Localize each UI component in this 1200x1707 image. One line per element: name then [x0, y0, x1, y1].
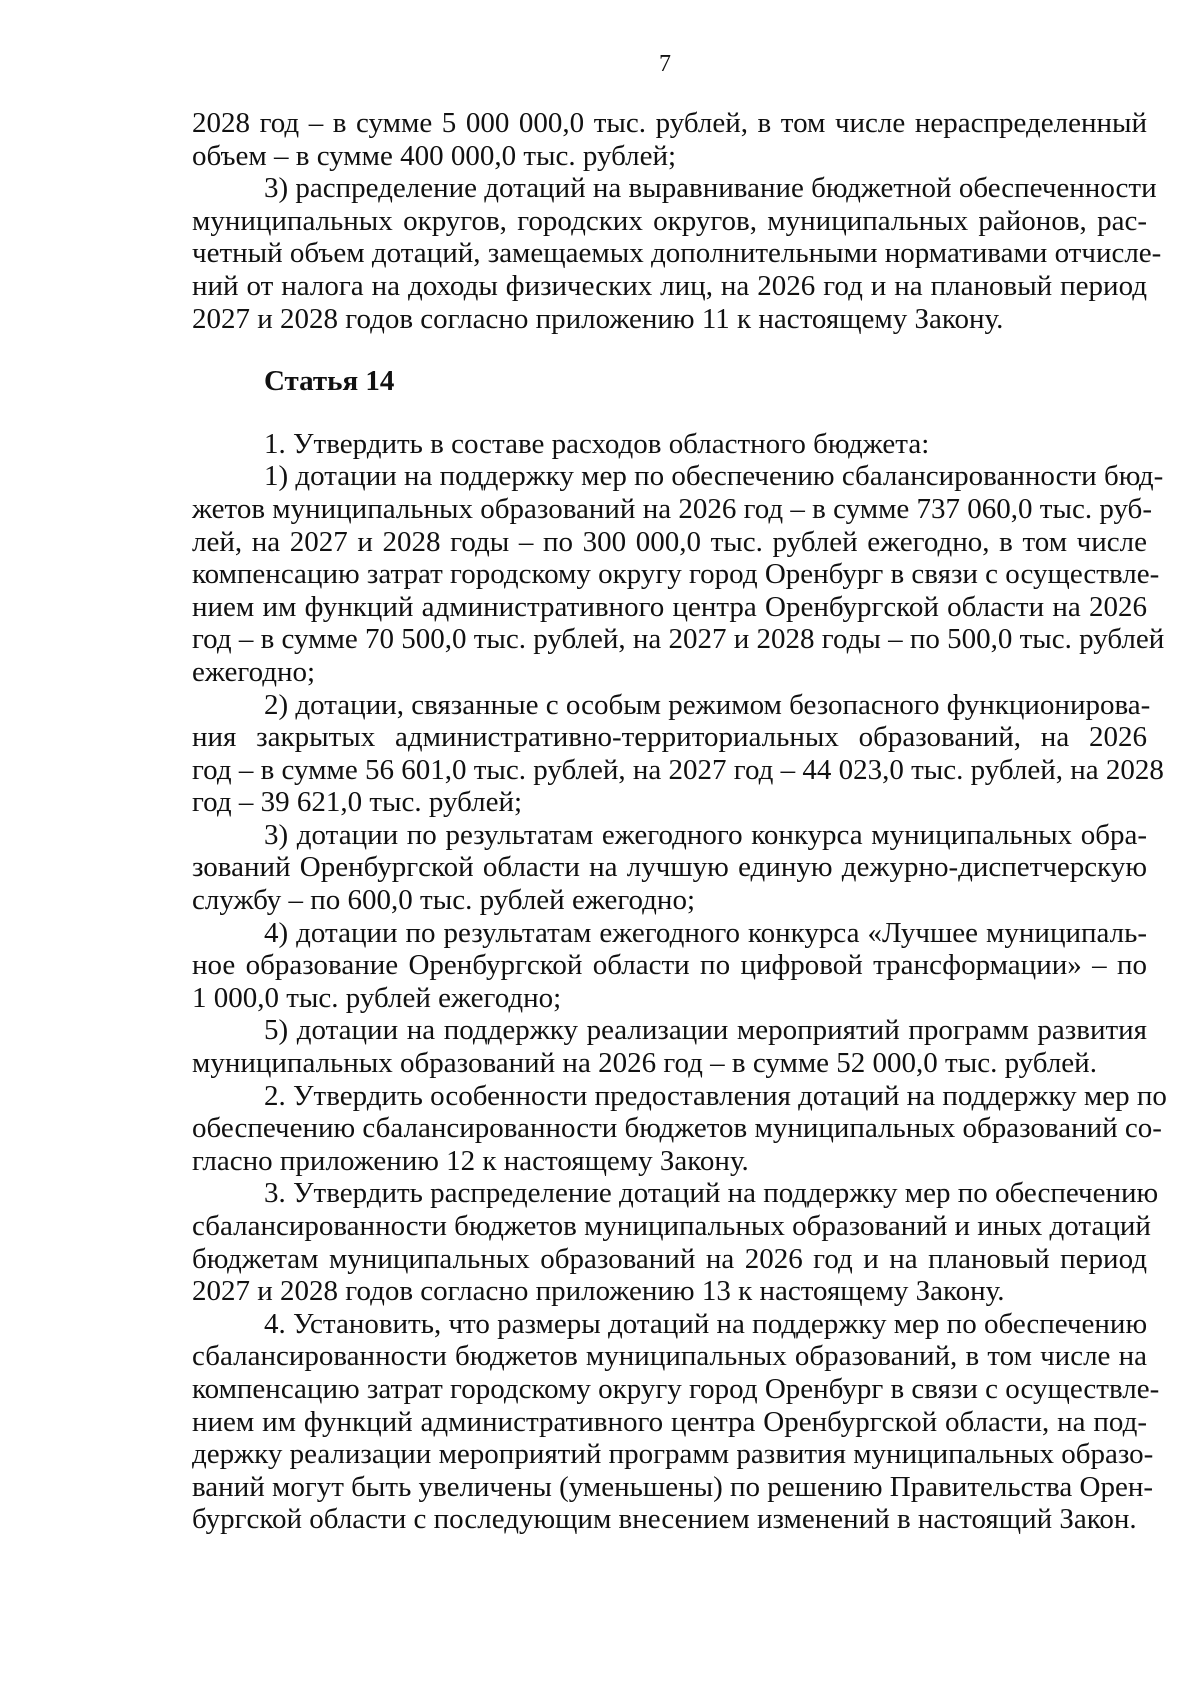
text-line: ваний могут быть увеличены (уменьшены) по решению Правительства Орен-	[192, 1470, 1154, 1503]
paragraph-article-1-item-1	[192, 460, 1165, 688]
text-line: 3) распределение дотаций на выравнивание бюджетной обеспеченности	[264, 172, 1157, 205]
paragraph-item-3	[192, 172, 1162, 335]
text-line: сбалансированности бюджетов муниципальных образований и иных дотаций	[192, 1210, 1151, 1242]
text-line: нием им функций административного центра Оренбургской области, на под-	[192, 1405, 1147, 1438]
text-line: 2027 и 2028 годов согласно приложению 13 к настоящему Закону.	[192, 1275, 1005, 1308]
text-line: зований Оренбургской области на лучшую единую дежурно-диспетчерскую	[192, 851, 1147, 884]
text-line: 3. Утвердить распределение дотаций на поддержку мер по обеспечению	[264, 1177, 1159, 1210]
text-line: гласно приложению 12 к настоящему Закону.	[192, 1144, 749, 1177]
text-line: бургской области с последующим внесением изменений в настоящий Закон.	[192, 1503, 1137, 1536]
text-line: ний от налога на доходы физических лиц, на 2026 год и на плановый период	[192, 269, 1147, 302]
text-line: год – 39 621,0 тыс. рублей;	[192, 786, 523, 819]
text-line: год – в сумме 70 500,0 тыс. рублей, на 2027 и 2028 годы – по 500,0 тыс. рублей	[192, 623, 1165, 656]
document-body	[192, 107, 1167, 1536]
text-line: жетов муниципальных образований на 2026 год – в сумме 737 060,0 тыс. руб-	[192, 492, 1152, 525]
text-line: ежегодно;	[192, 655, 316, 688]
text-line: объем – в сумме 400 000,0 тыс. рублей;	[192, 139, 677, 172]
text-line: 4. Установить, что размеры дотаций на поддержку мер по обеспечению	[264, 1307, 1148, 1340]
text-line: бюджетам муниципальных образований на 2026 год и на плановый период	[192, 1242, 1147, 1275]
text-line: сбалансированности бюджетов муниципальных образований, в том числе на	[192, 1340, 1147, 1373]
text-line: 2. Утвердить особенности предоставления дотаций на поддержку мер по	[264, 1079, 1167, 1112]
paragraph-article-4	[192, 1307, 1160, 1536]
text-line: муниципальных образований на 2026 год – в сумме 52 000,0 тыс. рублей.	[192, 1047, 1097, 1080]
paragraph-intro	[192, 107, 1147, 172]
paragraph-article-3	[192, 1177, 1159, 1308]
text-line: ния закрытых административно-территориальных образований, на 2026	[192, 721, 1147, 754]
article-heading: Статья 14	[264, 365, 395, 398]
text-line: 3) дотации по результатам ежегодного конкурса муниципальных обра-	[264, 818, 1147, 851]
text-line: четный объем дотаций, замещаемых дополнительными нормативами отчисле-	[192, 237, 1162, 270]
text-line: нием им функций административного центра Оренбургской области на 2026	[192, 590, 1147, 623]
text-line: 2028 год – в сумме 5 000 000,0 тыс. рублей, в том числе нераспределенный	[192, 107, 1147, 139]
text-line: лей, на 2027 и 2028 годы – по 300 000,0 тыс. рублей ежегодно, в том числе	[192, 525, 1147, 558]
page-number: 7	[659, 51, 671, 77]
text-line: ное образование Оренбургской области по цифровой трансформации» – по	[192, 949, 1147, 982]
paragraph-article-1-item-2	[192, 688, 1164, 819]
text-line: компенсацию затрат городскому округу город Оренбург в связи с осуществле-	[192, 1372, 1160, 1405]
text-line: службу – по 600,0 тыс. рублей ежегодно;	[192, 884, 696, 917]
text-line: 4) дотации по результатам ежегодного конкурса «Лучшее муниципаль-	[264, 916, 1147, 949]
text-line: держку реализации мероприятий программ развития муниципальных образо-	[192, 1438, 1154, 1471]
text-line: 5) дотации на поддержку реализации мероприятий программ развития	[264, 1014, 1147, 1047]
paragraph-article-1-item-3	[192, 819, 1147, 917]
text-line: 2027 и 2028 годов согласно приложению 11 к настоящему Закону.	[192, 302, 1004, 335]
paragraph-article-1-item-5	[192, 1014, 1147, 1079]
text-line: обеспечению сбалансированности бюджетов муниципальных образований со-	[192, 1112, 1162, 1145]
text-line: 2) дотации, связанные с особым режимом безопасного функционирова-	[264, 688, 1151, 721]
text-line: 1) дотации на поддержку мер по обеспечению сбалансированности бюд-	[264, 460, 1164, 493]
text-line: год – в сумме 56 601,0 тыс. рублей, на 2027 год – 44 023,0 тыс. рублей, на 2028	[192, 753, 1164, 786]
paragraph-article-2	[192, 1079, 1167, 1178]
text-line: муниципальных округов, городских округов, муниципальных районов, рас-	[192, 204, 1147, 237]
paragraph-article-1-item-4	[192, 917, 1147, 1015]
text-line: 1. Утвердить в составе расходов областного бюджета:	[264, 427, 930, 460]
text-line: компенсацию затрат городскому округу город Оренбург в связи с осуществле-	[192, 558, 1160, 591]
paragraph-article-1	[192, 428, 1147, 461]
text-line: 1 000,0 тыс. рублей ежегодно;	[192, 981, 562, 1014]
